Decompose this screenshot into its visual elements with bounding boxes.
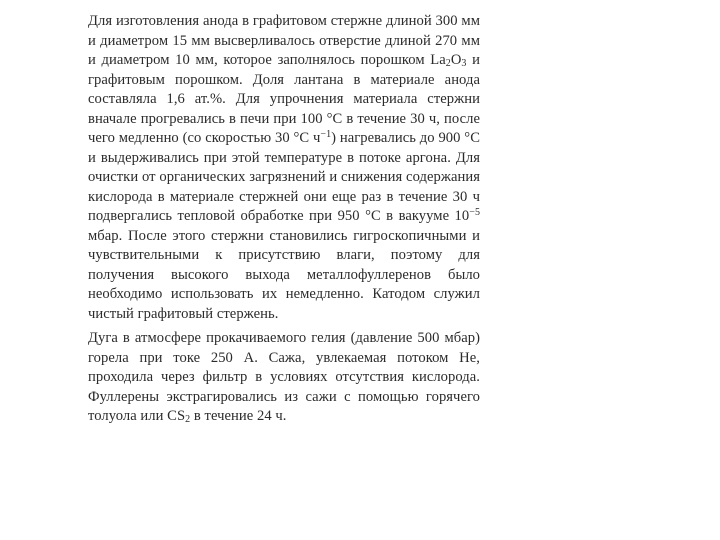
text-run: Для изготовления анода в графитовом стержне длиной 300 мм и диаметром 15 мм высверливалось отверстие длиной 270 мм и диаметром 10 мм, которое заполнялось порошком La [88,13,480,68]
text-run: в течение 24 ч. [190,408,287,424]
subscript: 2 [445,58,451,69]
text-run: O [450,52,462,68]
text-run: и графитовым порошком. Доля лантана в материале анода составляла 1,6 ат.%. Для упрочнения материала стержни вначале прогревались в печи при 100 °С в течение 30 ч, после чего медленно (со скоростью 30 °С ч [88,52,480,146]
text-run: Дуга в атмосфере прокачиваемого гелия (давление 500 мбар) горела при токе 250 А. Сажа, увлекаемая потоком Не, проходила через фильтр в условиях отсутствия кислорода. Фуллерены экстрагировались из сажи с помощью горячего толуола или CS [88,330,480,424]
text-run: мбар. После этого стержни становились гигроскопичными и чувствительными к присутствию влаги, поэтому для получения высокого выхода металлофуллеренов было необходимо использовать их немедленно. Катодом служил чистый графитовый стержень. [88,227,480,322]
paragraph-arc-process [88,329,480,427]
superscript: −5 [469,207,480,218]
superscript: −1 [320,129,332,140]
subscript: 3 [461,58,467,69]
text-run: ) нагревались до 900 °С и выдерживались при этой температуре в потоке аргона. Для очистки от органических загрязнений и снижения содержания кислорода в материале стержней они еще раз в течение 30 ч подвергались тепловой обработке при 950 °С в вакууме 10 [88,130,480,224]
paragraph-anode-preparation [88,12,480,324]
paragraph-text [88,329,480,427]
subscript: 2 [185,414,191,425]
paragraph-text [88,12,480,324]
